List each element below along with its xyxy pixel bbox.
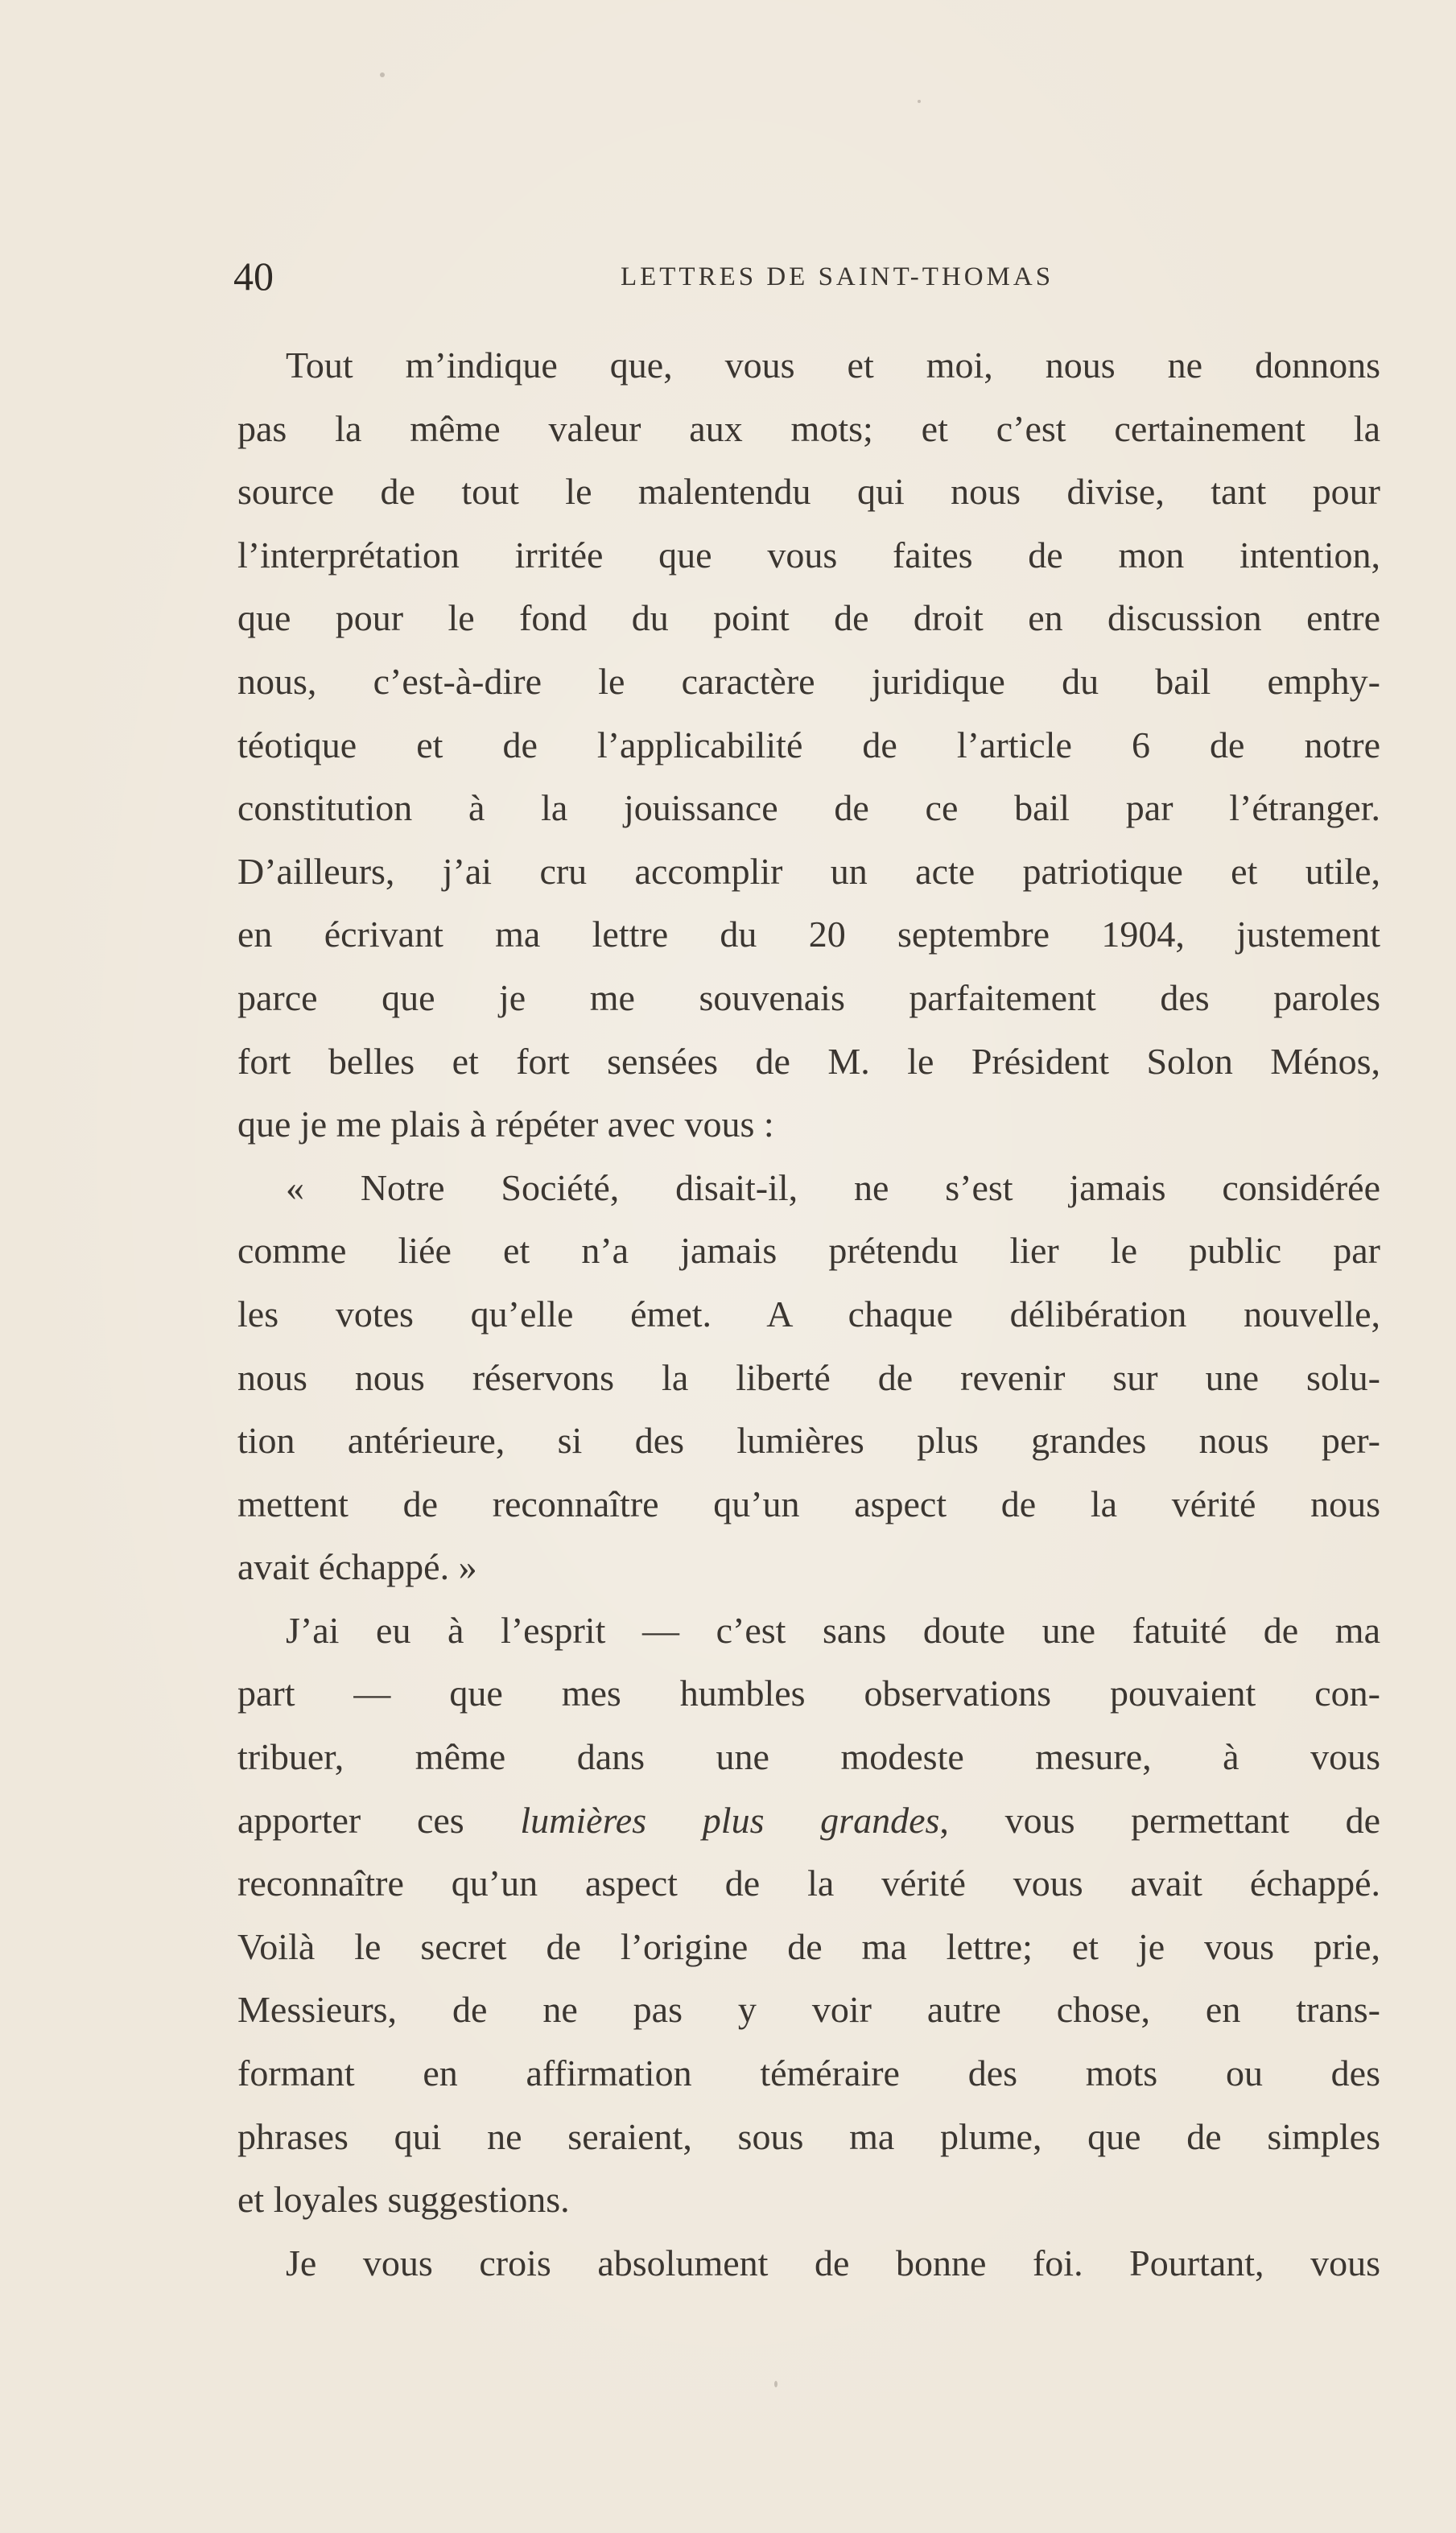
- quote-line: comme liée et n’a jamais prétendu lier le public par: [237, 1230, 1380, 1272]
- quote-line: nous nous réservons la liberté de revenir sur une solu-: [237, 1356, 1380, 1398]
- page-header: [233, 248, 1376, 304]
- body-text: [237, 334, 1380, 2295]
- text-line: J’ai eu à l’esprit — c’est sans doute une fatuité de ma: [286, 1609, 1380, 1651]
- text-segment: apporter ces: [237, 1799, 464, 1841]
- text-line: source de tout le malentendu qui nous divise, tant pour: [237, 471, 1380, 513]
- quote-line: tion antérieure, si des lumières plus grandes nous per-: [237, 1420, 1380, 1462]
- text-line: reconnaître qu’un aspect de la vérité vous avait échappé.: [237, 1863, 1380, 1904]
- text-line: constitution à la jouissance de ce bail par l’étranger.: [237, 787, 1380, 829]
- text-line: Je vous crois absolument de bonne foi. Pourtant, vous: [286, 2242, 1380, 2283]
- text-line: formant en affirmation téméraire des mots ou des: [237, 2052, 1380, 2094]
- text-line: D’ailleurs, j’ai cru accomplir un acte patriotique et utile,: [237, 850, 1380, 892]
- italic-phrase: lumières plus grandes: [520, 1799, 940, 1841]
- running-title: LETTRES DE SAINT-THOMAS: [620, 262, 1054, 291]
- text-line: nous, c’est-à-dire le caractère juridique du bail emphy-: [237, 660, 1380, 702]
- text-line: téotique et de l’applicabilité de l’article 6 de notre: [237, 724, 1380, 765]
- text-line: Tout m’indique que, vous et moi, nous ne donnons: [286, 344, 1380, 386]
- paper-speck: [380, 72, 385, 77]
- quote-line: les votes qu’elle émet. A chaque délibération nouvelle,: [237, 1293, 1380, 1335]
- page-number: 40: [233, 254, 274, 299]
- text-line: part — que mes humbles observations pouvaient con-: [237, 1673, 1380, 1714]
- text-line: pas la même valeur aux mots; et c’est certainement la: [237, 407, 1380, 449]
- text-line: Messieurs, de ne pas y voir autre chose, en trans-: [237, 1989, 1380, 2031]
- paper-speck: [774, 2381, 777, 2387]
- text-line: et loyales suggestions.: [237, 2179, 570, 2221]
- text-line-with-italic: [237, 1789, 1380, 1853]
- text-line: que je me plais à répéter avec vous :: [237, 1104, 774, 1145]
- quote-line: mettent de reconnaître qu’un aspect de la vérité nous: [237, 1483, 1380, 1524]
- text-segment: , vous permettant de: [939, 1799, 1380, 1841]
- text-line: en écrivant ma lettre du 20 septembre 1904, justement: [237, 914, 1380, 955]
- text-line: phrases qui ne seraient, sous ma plume, que de simples: [237, 2115, 1380, 2157]
- paper-speck: [918, 100, 921, 103]
- text-line: que pour le fond du point de droit en discussion entre: [237, 597, 1380, 639]
- text-line: fort belles et fort sensées de M. le Président Solon Ménos,: [237, 1040, 1380, 1082]
- text-line: tribuer, même dans une modeste mesure, à vous: [237, 1736, 1380, 1778]
- text-line: parce que je me souvenais parfaitement des paroles: [237, 976, 1380, 1018]
- quote-line: « Notre Société, disait-il, ne s’est jamais considérée: [286, 1166, 1380, 1208]
- text-line: Voilà le secret de l’origine de ma lettre; et je vous prie,: [237, 1925, 1380, 1967]
- text-line: l’interprétation irritée que vous faites de mon intention,: [237, 534, 1380, 575]
- quote-line: avait échappé. »: [237, 1546, 477, 1588]
